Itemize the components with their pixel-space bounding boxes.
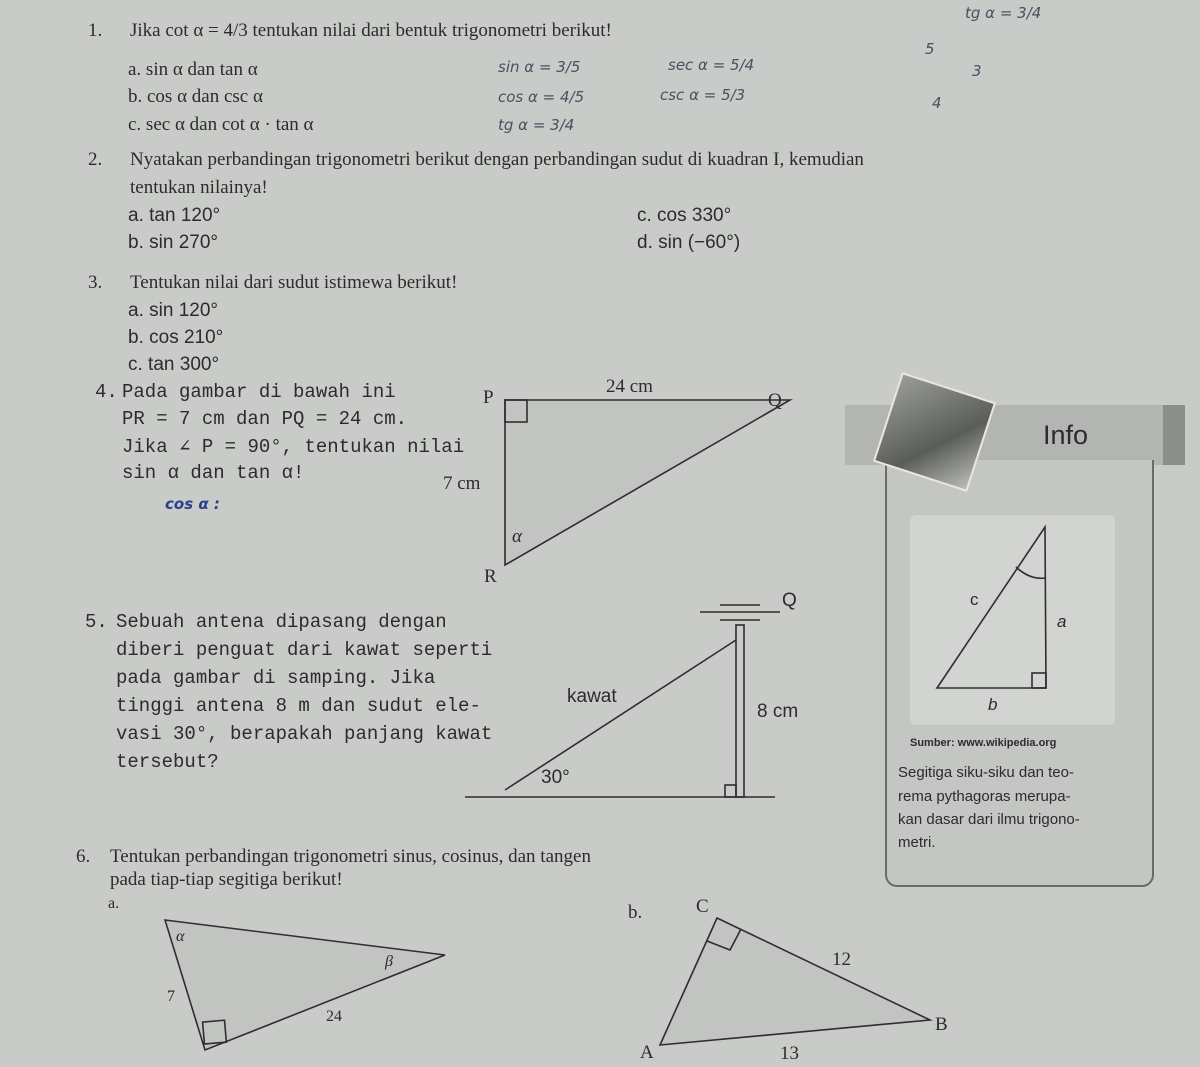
q4-label-p: P (483, 387, 494, 408)
note: csc α = 5/3 (660, 86, 746, 104)
q3-item-c: c. tan 300° (128, 354, 220, 375)
q2-item-a: a. tan 120° (128, 205, 221, 226)
q2-item-b: b. sin 270° (128, 232, 218, 253)
note: tg α = 3/4 (498, 116, 575, 134)
q6b-side-12: 12 (832, 949, 851, 970)
note: sin α = 3/5 (498, 58, 581, 76)
note: sec α = 5/4 (668, 56, 755, 74)
wire (505, 640, 736, 790)
info-text: metri. (898, 834, 936, 851)
info-label-c: c (970, 590, 979, 609)
q1-item-b: b. cos α dan csc α (128, 86, 263, 107)
q6a-side-24: 24 (326, 1008, 342, 1025)
q4-label-alpha: α (512, 526, 522, 547)
q4-label-pr: 7 cm (443, 473, 481, 494)
info-triangle (937, 527, 1046, 688)
q4-line: Jika ∠ P = 90°, tentukan nilai (122, 436, 465, 458)
info-source: Sumber: www.wikipedia.org (910, 737, 1057, 749)
q2-line2: tentukan nilainya! (130, 177, 268, 198)
q4-triangle (505, 400, 790, 565)
q6b-side-13: 13 (780, 1043, 799, 1064)
q6a-triangle (165, 920, 445, 1050)
q5-line: tinggi antena 8 m dan sudut ele- (116, 695, 481, 717)
info-label-b: b (988, 695, 998, 714)
q6-line2: pada tiap-tiap segitiga berikut! (110, 869, 343, 890)
q5-label-kawat: kawat (567, 686, 617, 707)
q6-number: 6. (76, 846, 91, 867)
q6-line1: Tentukan perbandingan trigonometri sinus, cosinus, dan tangen (110, 846, 591, 867)
q2-item-d: d. sin (−60°) (637, 232, 741, 253)
note: 3 (972, 62, 982, 80)
q6b-triangle (660, 918, 930, 1045)
q6a-label: a. (108, 895, 120, 912)
info-title: Info (1043, 420, 1089, 450)
q3-number: 3. (88, 272, 103, 293)
q6b-vertex-c: C (696, 896, 709, 917)
q5-line: vasi 30°, berapakah panjang kawat (116, 723, 493, 745)
q5-line: tersebut? (116, 751, 219, 773)
note: cos α = 4/5 (498, 88, 585, 106)
q4-line: PR = 7 cm dan PQ = 24 cm. (122, 408, 408, 430)
q4-label-pq: 24 cm (606, 376, 653, 397)
note: 4 (932, 94, 942, 112)
q1-item-a: a. sin α dan tan α (128, 59, 258, 80)
info-text: kan dasar dari ilmu trigono- (898, 811, 1080, 828)
q2-number: 2. (88, 149, 103, 170)
q1-text: Jika cot α = 4/3 tentukan nilai dari bentuk trigonometri berikut! (130, 20, 612, 41)
q5-line: pada gambar di samping. Jika (116, 667, 436, 689)
q6b-label: b. (628, 902, 643, 923)
q6b-vertex-a: A (640, 1042, 654, 1063)
q5-line: diberi penguat dari kawat seperti (116, 639, 493, 661)
q3-item-b: b. cos 210° (128, 327, 224, 348)
q4-label-q: Q (768, 390, 782, 411)
q6b-vertex-b: B (935, 1014, 948, 1035)
note: 5 (925, 40, 935, 58)
note: cos α : (165, 495, 220, 513)
antenna-pole (736, 625, 744, 797)
info-label-a: a (1057, 612, 1067, 631)
note: tg α = 3/4 (965, 4, 1042, 22)
q6a-beta: β (385, 953, 393, 970)
q4-number: 4. (95, 381, 118, 403)
q1-item-c: c. sec α dan cot α · tan α (128, 114, 314, 135)
q5-label-angle: 30° (541, 767, 570, 788)
q2-item-c: c. cos 330° (637, 205, 732, 226)
q6a-alpha: α (176, 928, 185, 945)
q1-number: 1. (88, 20, 103, 41)
q3-item-a: a. sin 120° (128, 300, 218, 321)
q4-line: sin α dan tan α! (122, 462, 305, 484)
info-text: Segitiga siku-siku dan teo- (898, 764, 1074, 781)
q3-text: Tentukan nilai dari sudut istimewa berikut! (130, 272, 458, 293)
q5-label-q: Q (782, 590, 797, 611)
q5-number: 5. (85, 611, 108, 633)
info-text: rema pythagoras merupa- (898, 788, 1071, 805)
q6a-side-7: 7 (167, 988, 175, 1005)
q4-line: Pada gambar di bawah ini (122, 381, 396, 403)
q2-line1: Nyatakan perbandingan trigonometri berikut dengan perbandingan sudut di kuadran I, kemudian (130, 149, 864, 170)
q5-line: Sebuah antena dipasang dengan (116, 611, 447, 633)
q5-label-height: 8 cm (757, 701, 799, 722)
q4-label-r: R (484, 566, 497, 587)
